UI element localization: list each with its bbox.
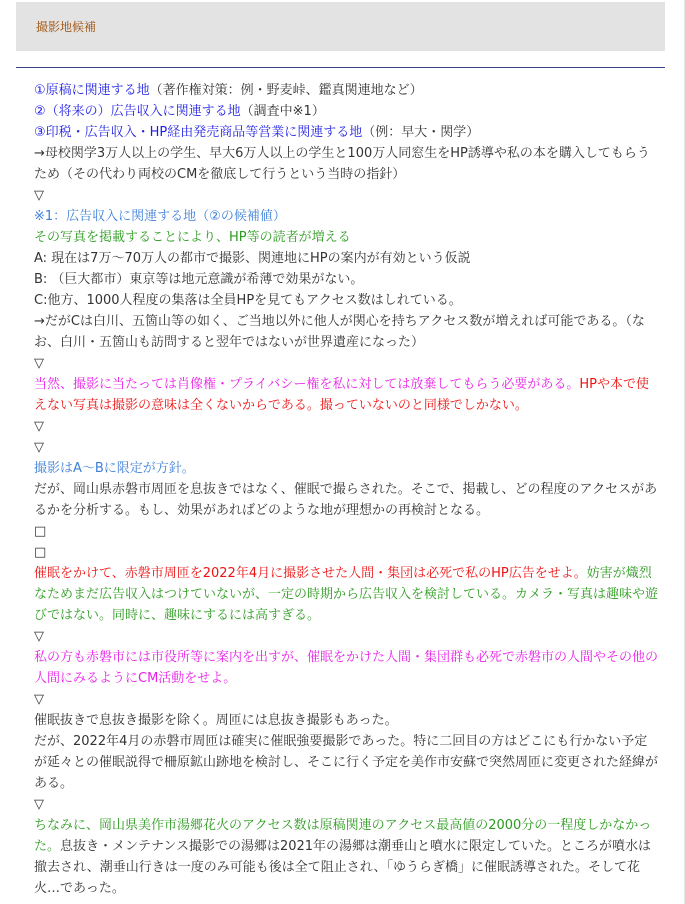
text-segment: ①原稿に関連する地 bbox=[34, 83, 150, 98]
text-segment: B: （巨大都市）東京等は地元意識が希薄で効果がない。 bbox=[34, 272, 364, 287]
text-segment: だが、岡山県赤磐市周匝を息抜きではなく、催眠で撮らされた。そこで、掲載し、どの程度のアクセスがあるかを分析する。もし、効果があればどのような地が理想かの再検討となる。 bbox=[34, 482, 658, 518]
article-body bbox=[34, 80, 658, 899]
text-segment: ▽ bbox=[34, 629, 44, 644]
text-segment: だが、2022年4月の赤磐市周匝は確実に催眠強要撮影であった。特に二回目の方はどこにも行かない予定が延々との催眠説得で柵原鉱山跡地を検討し、そこに行く予定を美作市安蘇で突然周匝に変更された経緯がある。 bbox=[34, 734, 659, 791]
text-segment: 撮影はA～Bに限定が方針。 bbox=[34, 461, 195, 476]
text-segment: ▽ bbox=[34, 356, 44, 371]
text-segment: ▽ bbox=[34, 692, 44, 707]
text-line bbox=[34, 80, 658, 101]
text-line bbox=[34, 794, 658, 815]
text-segment: ▽ bbox=[34, 797, 44, 812]
text-segment: 妨害が熾烈なためまだ広告収入はつけていないが、一定の時期から広告収入を検討している。カメラ・写真は趣味や遊びではない。同時に、趣味にするには高すぎる。 bbox=[34, 566, 659, 623]
text-segment: A: 現在は7万～70万人の都市で撮影、関連地にHPの案内が有効という仮説 bbox=[34, 251, 471, 266]
section-header bbox=[16, 2, 665, 51]
text-line bbox=[34, 143, 658, 185]
text-line bbox=[34, 458, 658, 479]
text-segment: →だがCは白川、五箇山等の如く、ご当地以外に他人が関心を持ちアクセス数が増えれば可能である。（なお、白川・五箇山も訪問すると翌年ではないが世界遺産になった） bbox=[34, 314, 645, 350]
text-segment: ※1：広告収入に関連する地（②の候補値） bbox=[34, 209, 286, 224]
text-line bbox=[34, 626, 658, 647]
text-segment: C:他方、1000人程度の集落は全員HPを見てもアクセス数はしれている。 bbox=[34, 293, 462, 308]
text-segment: □ bbox=[34, 524, 47, 539]
text-line bbox=[34, 269, 658, 290]
text-segment: ▽ bbox=[34, 419, 44, 434]
text-segment: その写真を掲載することにより、HP等の読者が増える bbox=[34, 230, 351, 245]
text-line bbox=[34, 311, 658, 353]
text-line bbox=[34, 437, 658, 458]
text-line bbox=[34, 521, 658, 542]
text-segment: 催眠をかけて、赤磐市周匝を2022年4月に撮影させた人間・集団は必死で私のHP広告をせよ。 bbox=[34, 566, 587, 581]
text-line bbox=[34, 815, 658, 899]
text-line bbox=[34, 290, 658, 311]
text-segment: 催眠抜きで息抜き撮影を除く。周匝には息抜き撮影もあった。 bbox=[34, 713, 398, 728]
text-segment: □ bbox=[34, 545, 47, 560]
text-line bbox=[34, 353, 658, 374]
text-line bbox=[34, 227, 658, 248]
text-segment: ▽ bbox=[34, 188, 44, 203]
text-line bbox=[34, 101, 658, 122]
text-segment: 私の方も赤磐市には市役所等に案内を出すが、催眠をかけた人間・集団群も必死で赤磐市の人間やその他の人間にみるようにCM活動をせよ。 bbox=[34, 650, 659, 686]
text-line bbox=[34, 374, 658, 416]
text-line bbox=[34, 206, 658, 227]
text-segment: HPや本で使えない写真は撮影の意味は全くないからである。撮っていないのと同様でしかない。 bbox=[34, 377, 649, 413]
text-line bbox=[34, 710, 658, 731]
text-line bbox=[34, 563, 658, 626]
text-line bbox=[34, 731, 658, 794]
text-segment: （著作権対策：例・野麦峠、鑑真関連地など） bbox=[149, 83, 423, 98]
text-segment: 当然、撮影に当たっては肖像権・プライバシー権を私に対しては放棄してもらう必要がある。 bbox=[34, 377, 580, 392]
text-segment: （例：早大・関学） bbox=[362, 125, 480, 140]
text-segment: 息抜き・メンテナンス撮影での湯郷は2021年の湯郷は潮垂山と噴水に限定していた。ところが噴水は撤去され、潮垂山行きは一度のみ可能も後は全て阻止され、「ゆうらぎ橋」に催眠誘導された。そして花火…であった。 bbox=[34, 839, 652, 896]
text-segment: ③印税・広告収入・HP経由発売商品等営業に関連する地 bbox=[34, 125, 363, 140]
header-divider bbox=[16, 67, 665, 68]
text-line bbox=[34, 647, 658, 689]
text-line bbox=[34, 479, 658, 521]
text-line bbox=[34, 122, 658, 143]
text-segment: ②（将来の）広告収入に関連する地 bbox=[34, 104, 241, 119]
text-segment: ▽ bbox=[34, 440, 44, 455]
text-line bbox=[34, 689, 658, 710]
text-line bbox=[34, 185, 658, 206]
text-line bbox=[34, 542, 658, 563]
text-segment: ちなみに、岡山県美作市湯郷花火のアクセス数は原稿関連のアクセス最高値の2000分の一程度しかなかった。 bbox=[34, 818, 652, 854]
section-title: 撮影地候補 bbox=[36, 20, 97, 34]
text-line bbox=[34, 416, 658, 437]
text-line bbox=[34, 248, 658, 269]
text-segment: →母校関学3万人以上の学生、早大6万人以上の学生と100万人同窓生をHP誘導や私の本を購入してもらうため（その代わり両校のCMを徹底して行うという当時の指針） bbox=[34, 146, 650, 182]
text-segment: （調査中※1） bbox=[240, 104, 325, 119]
